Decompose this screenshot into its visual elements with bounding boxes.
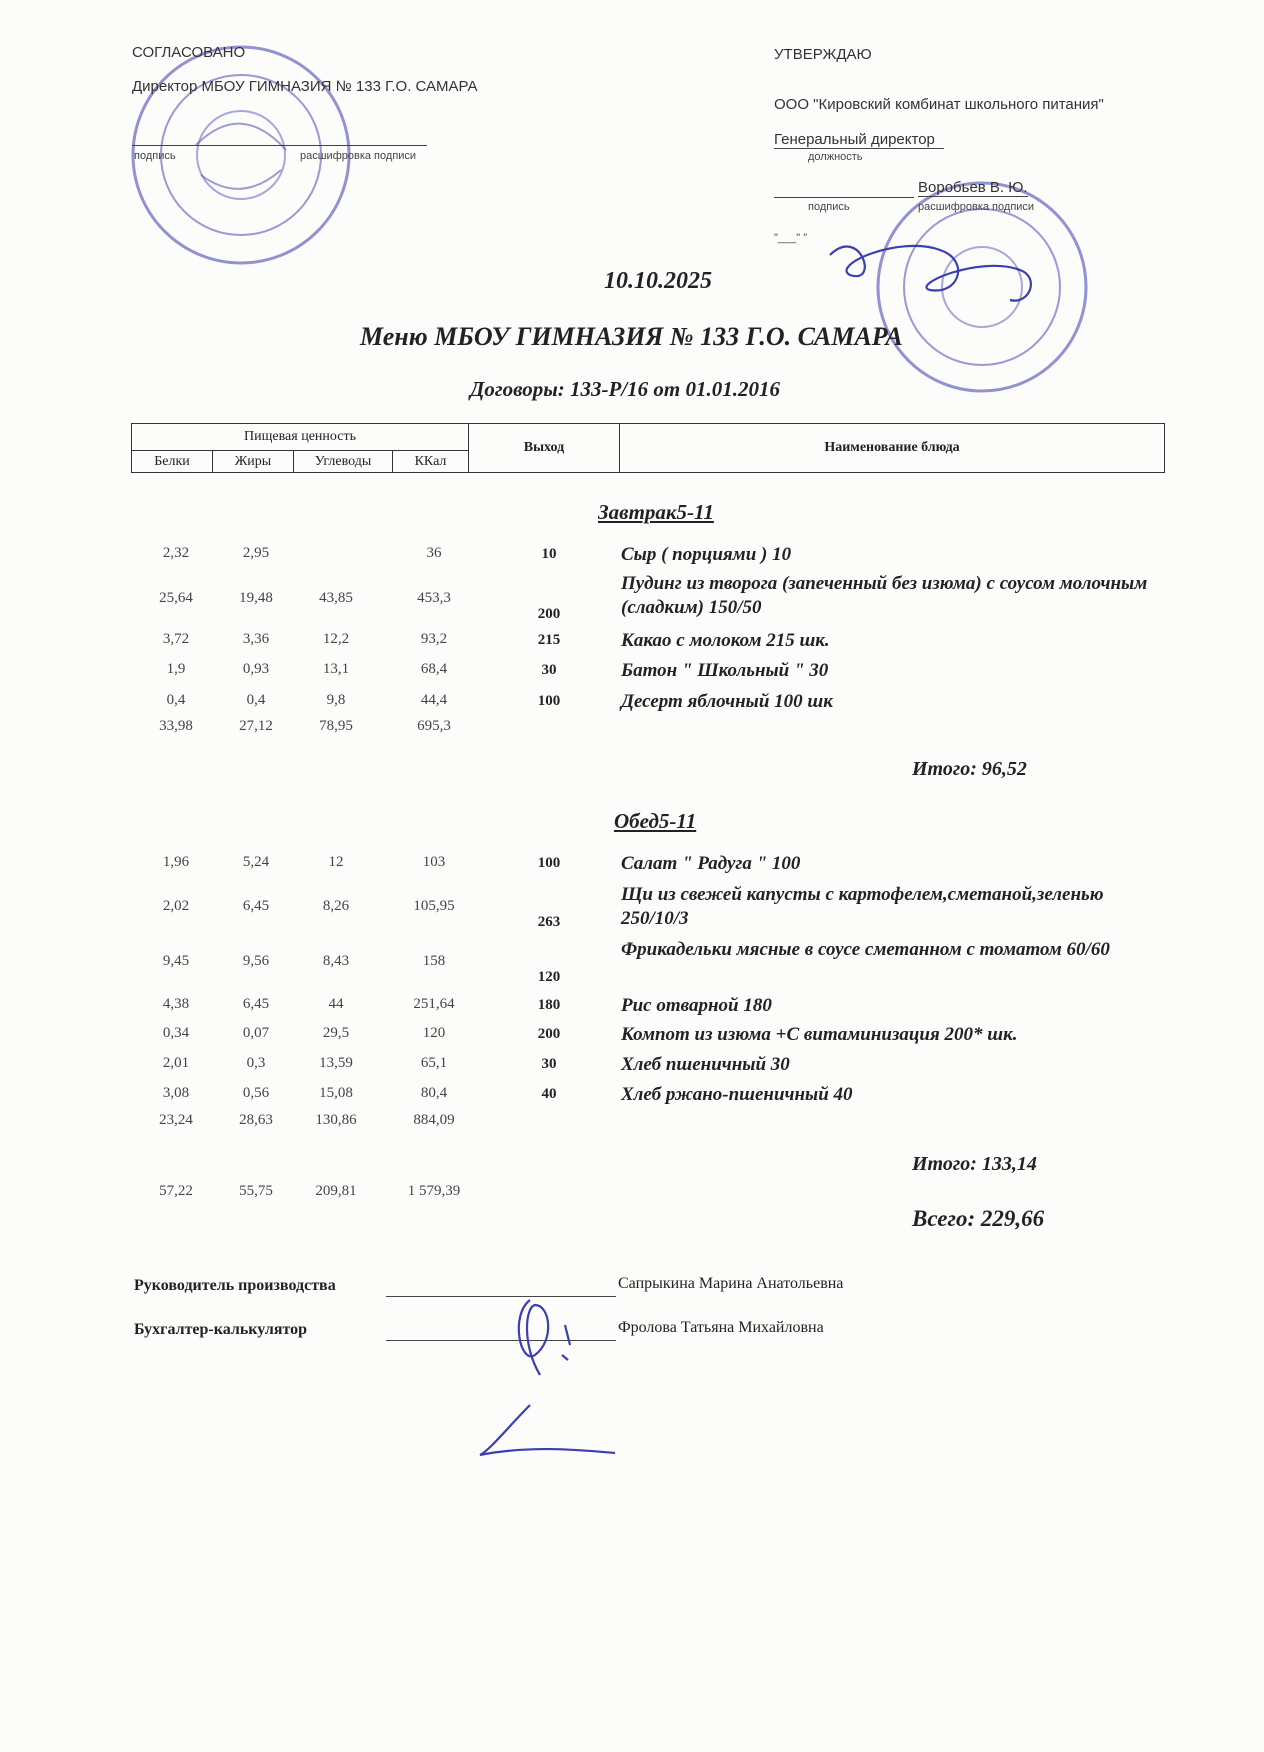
cell-fat: 2,95 [242, 545, 270, 561]
cell-fat: 0,07 [242, 1025, 270, 1041]
cell-protein: 3,08 [162, 1085, 190, 1101]
cell-carbs: 13,1 [322, 661, 350, 677]
cell-output: 215 [537, 632, 561, 648]
cell-protein: 4,38 [162, 996, 190, 1012]
cell-kcal: 158 [422, 953, 446, 969]
cell-dish: Фрикадельки мясные в соусе сметанном с томатом 60/60 [621, 939, 1110, 960]
grand-protein: 57,22 [159, 1183, 193, 1199]
cell-kcal: 68,4 [420, 661, 448, 677]
header-carbs: Углеводы [294, 451, 393, 473]
cell-carbs: 29,5 [322, 1025, 350, 1041]
sum-kcal: 884,09 [413, 1112, 455, 1128]
cell-protein: 2,01 [162, 1055, 190, 1071]
cell-kcal: 93,2 [420, 631, 448, 647]
cell-dish: Щи из свежей капусты с картофелем,сметаной,зеленью 250/10/3 [621, 884, 1104, 929]
table-row [131, 994, 1165, 1022]
cell-protein: 0,4 [166, 692, 186, 708]
cell-dish: Пудинг из творога (запеченный без изюма) с соусом молочным (сладким) 150/50 [621, 573, 1148, 618]
table-row [131, 1053, 1165, 1081]
cell-dish: Десерт яблочный 100 шк [621, 691, 833, 712]
caption-signature-left: подпись [134, 150, 176, 162]
table-row [131, 543, 1165, 571]
sum-protein: 23,24 [159, 1112, 193, 1128]
cell-dish: Салат " Радуга " 100 [621, 853, 801, 874]
caption-decoding-left: расшифровка подписи [300, 150, 417, 162]
cell-output: 10 [541, 546, 557, 562]
cell-protein: 1,96 [162, 854, 190, 870]
cell-carbs: 8,43 [322, 953, 350, 969]
caption-signature-right: подпись [808, 201, 850, 213]
cell-protein: 1,9 [166, 661, 186, 677]
approval-right-position: Генеральный директор [774, 131, 944, 149]
header-protein: Белки [132, 451, 213, 473]
cell-output: 30 [541, 1056, 557, 1072]
sum-carbs: 78,95 [319, 718, 353, 734]
cell-protein: 2,32 [162, 545, 190, 561]
cell-output: 200 [537, 606, 561, 622]
signature-line-right [774, 197, 914, 198]
sum-row [131, 716, 1165, 744]
cell-dish: Батон " Школьный " 30 [621, 660, 829, 681]
cell-protein: 25,64 [159, 590, 193, 606]
cell-kcal: 453,3 [417, 590, 451, 606]
header-nutrition: Пищевая ценность [132, 424, 469, 451]
sum-row [131, 1110, 1165, 1138]
header-output: Выход [469, 424, 620, 473]
table-row [131, 884, 1165, 930]
menu-date: 10.10.2025 [604, 268, 712, 294]
header-dish: Наименование блюда [620, 424, 1165, 473]
handwritten-signature [470, 1285, 630, 1465]
cell-output: 30 [541, 662, 557, 678]
page-title: Меню МБОУ ГИМНАЗИЯ № 133 Г.О. САМАРА [360, 322, 903, 351]
lunch-total: Итого: 133,14 [912, 1153, 1037, 1175]
caption-decoding-right: расшифровка подписи [918, 201, 1035, 213]
cell-dish: Какао с молоком 215 шк. [621, 630, 830, 651]
approval-left-label: СОГЛАСОВАНО [132, 44, 246, 61]
cell-fat: 0,4 [246, 692, 266, 708]
cell-carbs: 44 [328, 996, 344, 1012]
sum-fat: 28,63 [239, 1112, 273, 1128]
cell-fat: 19,48 [239, 590, 273, 606]
approval-left-line: Директор МБОУ ГИМНАЗИЯ № 133 Г.О. САМАРА [132, 78, 478, 95]
table-row [131, 1083, 1165, 1111]
cell-fat: 3,36 [242, 631, 270, 647]
cell-carbs: 15,08 [319, 1085, 353, 1101]
cell-kcal: 65,1 [420, 1055, 448, 1071]
caption-position: должность [808, 151, 863, 163]
cell-output: 180 [537, 997, 561, 1013]
cell-dish: Хлеб ржано-пшеничный 40 [621, 1084, 853, 1105]
table-row [131, 659, 1165, 687]
cell-protein: 0,34 [162, 1025, 190, 1041]
signature-role-1: Руководитель производства [134, 1277, 336, 1294]
cell-dish: Рис отварной 180 [621, 995, 772, 1016]
grand-fat: 55,75 [239, 1183, 273, 1199]
cell-fat: 9,56 [242, 953, 270, 969]
table-header [131, 423, 1165, 473]
cell-output: 100 [537, 855, 561, 871]
cell-carbs: 13,59 [319, 1055, 353, 1071]
cell-fat: 6,45 [242, 898, 270, 914]
signature-role-2: Бухгалтер-калькулятор [134, 1321, 308, 1338]
grand-sum-row [131, 1181, 1165, 1209]
lunch-title: Обед5-11 [614, 809, 697, 833]
sum-carbs: 130,86 [315, 1112, 357, 1128]
breakfast-total: Итого: 96,52 [912, 758, 1027, 780]
cell-kcal: 105,95 [413, 898, 455, 914]
cell-kcal: 103 [422, 854, 446, 870]
header-fat: Жиры [213, 451, 294, 473]
sum-kcal: 695,3 [417, 718, 451, 734]
approval-right-label: УТВЕРЖДАЮ [774, 46, 872, 63]
table-row [131, 939, 1165, 985]
cell-protein: 2,02 [162, 898, 190, 914]
signature-line-left [132, 145, 427, 146]
table-row [131, 852, 1165, 880]
grand-total: Всего: 229,66 [912, 1206, 1045, 1231]
sum-protein: 33,98 [159, 718, 193, 734]
cell-fat: 0,56 [242, 1085, 270, 1101]
cell-kcal: 251,64 [413, 996, 455, 1012]
director-signature [820, 215, 1060, 335]
cell-output: 100 [537, 693, 561, 709]
signature-name-2: Фролова Татьяна Михайловна [618, 1319, 824, 1336]
cell-kcal: 44,4 [420, 692, 448, 708]
cell-carbs: 9,8 [326, 692, 346, 708]
cell-carbs: 43,85 [319, 590, 353, 606]
contract: Договоры: 133-Р/16 от 01.01.2016 [470, 377, 781, 401]
cell-carbs: 12 [328, 854, 344, 870]
table-row [131, 629, 1165, 657]
cell-fat: 0,3 [246, 1055, 266, 1071]
cell-fat: 6,45 [242, 996, 270, 1012]
cell-protein: 3,72 [162, 631, 190, 647]
cell-dish: Хлеб пшеничный 30 [621, 1054, 790, 1075]
cell-kcal: 120 [422, 1025, 446, 1041]
cell-kcal: 80,4 [420, 1085, 448, 1101]
table-row [131, 690, 1165, 718]
cell-dish: Сыр ( порциями ) 10 [621, 544, 792, 565]
cell-output: 263 [537, 914, 561, 930]
grand-carbs: 209,81 [315, 1183, 357, 1199]
director-name: Воробьев В. Ю. [918, 179, 1028, 196]
cell-carbs: 12,2 [322, 631, 350, 647]
cell-carbs: 8,26 [322, 898, 350, 914]
table-row [131, 1023, 1165, 1051]
approval-right-org: ООО "Кировский комбинат школьного питания" [774, 96, 1104, 113]
cell-protein: 9,45 [162, 953, 190, 969]
cell-output: 200 [537, 1026, 561, 1042]
header-kcal: ККал [393, 451, 469, 473]
cell-dish: Компот из изюма +С витаминизация 200* шк. [621, 1024, 1018, 1045]
cell-output: 40 [541, 1086, 557, 1102]
cell-fat: 0,93 [242, 661, 270, 677]
cell-fat: 5,24 [242, 854, 270, 870]
sum-fat: 27,12 [239, 718, 273, 734]
grand-kcal: 1 579,39 [407, 1183, 461, 1199]
cell-kcal: 36 [426, 545, 442, 561]
signature-name-1: Сапрыкина Марина Анатольевна [618, 1275, 844, 1292]
cell-output: 120 [537, 969, 561, 985]
breakfast-title: Завтрак5-11 [598, 500, 714, 524]
date-mark: "___" " [774, 232, 808, 244]
table-row [131, 573, 1165, 622]
